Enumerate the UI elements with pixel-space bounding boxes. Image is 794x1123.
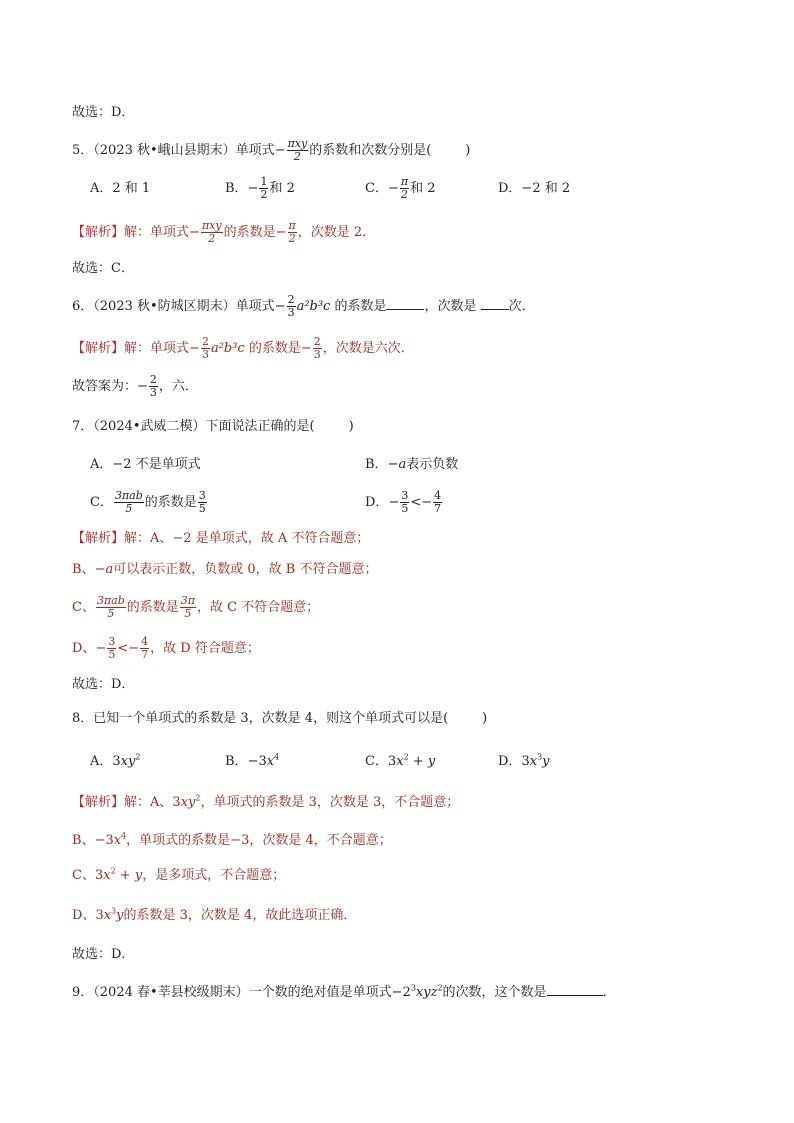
q5-stem-prefix: 5．（2023 秋•峨山县期末）单项式 <box>72 143 275 158</box>
q7-analysis-d-fraction-1 <box>107 636 116 661</box>
q6-stem-end: 次． <box>508 299 535 314</box>
q7-option-d: D．− $\frac{3}{5}$ <− $\frac{4}{7}$ <box>365 489 442 515</box>
q7-analysis-a <box>72 530 369 548</box>
q7-analysis-b-prefix: B、 <box>72 562 95 577</box>
q5-option-d: D．−2 和 2 <box>498 181 571 196</box>
q7-option-d-fraction-2 <box>433 490 442 515</box>
q7-option-b-text: 表示负数 <box>406 457 459 472</box>
q7-analysis-d-fraction-2 <box>140 636 149 661</box>
q6-analysis-text-1: 解：单项式 <box>124 341 190 356</box>
q6-stem-den: 3 <box>287 306 295 319</box>
q8-analysis-d-prefix: D、 <box>72 908 96 923</box>
q7-option-c-den-2: 5 <box>198 502 206 515</box>
q8-option-a: A．$3xy^2$ <box>90 752 141 769</box>
q5-option-c-suffix: 和 2 <box>410 181 436 196</box>
q6-answer-fraction <box>149 374 158 399</box>
q9-stem-end: ． <box>602 985 616 1000</box>
q5-stem-end: ) <box>465 143 471 158</box>
q8-stem-end: ) <box>482 711 488 726</box>
q5-analysis-text-1: 解：单项式 <box>124 225 190 240</box>
q8-analysis-c: C、$3x^2 + y$，是多项式，不合题意； <box>72 866 286 883</box>
q8-analysis-b-text: ，单项式的系数是−3，次数是 4，不合题意； <box>126 833 392 848</box>
question-9-stem: 9．（2024 春•莘县校级期末）一个数的绝对值是单项式$-2^3xyz^2$的次数，这个数是 ． <box>72 983 616 1000</box>
q8-analysis-c-prefix: C、 <box>72 868 95 883</box>
question-7-stem <box>72 418 354 436</box>
q7-analysis-d-prefix: D、 <box>72 641 96 656</box>
q6-answer: 故答案为：− $\frac{2}{3}$ ，六． <box>72 373 198 399</box>
q7-option-d-den-1: 5 <box>401 502 409 515</box>
q8-analysis-d: D、$3x^3y$的系数是 3，次数是 4，故此选项正确． <box>72 906 357 923</box>
q5-option-b-label: B． <box>225 181 248 196</box>
q5-option-b: B．− $\frac{1}{2}$ 和 2 <box>225 175 295 201</box>
q5-answer: 故选：C． <box>72 261 134 276</box>
q7-analysis-tag: 【解析】 <box>72 531 125 546</box>
q7-analysis-d-den-2: 7 <box>141 648 149 661</box>
q8-option-d: D．$3x^3y$ <box>498 752 550 769</box>
q8-analysis-tag: 【解析】 <box>72 795 125 810</box>
q7-analysis-c-prefix: C、 <box>72 600 95 615</box>
q7-analysis-d: D、− $\frac{3}{5}$ <− $\frac{4}{7}$ ，故 D 符合题意； <box>72 635 260 661</box>
q6-answer-den: 3 <box>149 386 157 399</box>
q5-option-a: A．2 和 1 <box>90 181 151 196</box>
q7-answer: 故选：D． <box>72 677 135 692</box>
q7-option-b: B．−a表示负数 <box>365 457 459 472</box>
q7-analysis-c-fraction-2 <box>180 595 196 620</box>
q6-stem-num: 2 <box>287 293 295 306</box>
q7-analysis-a-text: 解：A、−2 是单项式，故 A 不符合题意； <box>124 531 370 546</box>
q6-blank-1 <box>386 297 424 310</box>
q6-stem-fraction <box>287 294 296 319</box>
q7-option-d-fraction-1 <box>400 490 409 515</box>
q7-analysis-d-den-1: 5 <box>108 648 116 661</box>
q6-analysis: 【解析】解：单项式− $\frac{2}{3}$ a²b³c 的系数是− $\frac{2}{3}$ ，次数是六次． <box>72 335 414 361</box>
q7-option-d-num-2: 4 <box>434 489 442 502</box>
q8-option-b-label: B． <box>225 754 248 769</box>
q6-stem-prefix: 6．（2023 秋•防城区期末）单项式 <box>72 299 275 314</box>
q8-analysis-b-prefix: B、 <box>72 833 95 848</box>
answer-line: 故选：D． <box>72 105 135 120</box>
q5-option-c: C．− $\frac{\pi}{2}$ 和 2 <box>365 175 436 201</box>
q7-option-a: A．−2 不是单项式 <box>90 457 201 472</box>
question-8-stem <box>72 710 487 728</box>
q6-stem-expression: a²b³c <box>296 299 331 314</box>
q7-option-d-den-2: 7 <box>434 502 442 515</box>
q5-option-c-fraction <box>400 176 409 201</box>
q7-analysis-c <box>72 595 319 620</box>
question-6-stem: 6．（2023 秋•防城区期末）单项式− $\frac{2}{3}$ a²b³c 的系数是 ，次数是 次． <box>72 293 535 319</box>
q6-analysis-fraction-1 <box>201 336 210 361</box>
q7-option-c-mid: 的系数是 <box>144 495 197 510</box>
q7-option-b-label: B． <box>365 457 388 472</box>
q7-option-c-fraction-2 <box>198 490 207 515</box>
q6-blank-2 <box>481 297 509 310</box>
q7-analysis-b-text: 可以表示正数，负数或 0，故 B 不符合题意； <box>113 562 378 577</box>
question-5-stem: 5．（2023 秋•峨山县期末）单项式− $\frac{\text{πxy}}{2}$ 的系数和次数分别是( ) <box>72 137 471 163</box>
q6-analysis-text-3: ，次数是六次． <box>322 341 414 356</box>
q5-stem-fraction-num: πxy <box>287 137 308 150</box>
q7-stem-text: 7．（2024•武威二模）下面说法正确的是( <box>72 419 315 434</box>
q8-analysis-a: 【解析】解：A、$3xy^2$，单项式的系数是 3，次数是 3，不合题意； <box>72 793 460 810</box>
q7-option-d-label: D． <box>365 495 389 510</box>
q5-option-b-den: 2 <box>260 188 268 201</box>
q5-option-b-suffix: 和 2 <box>269 181 295 196</box>
q8-analysis-b: B、$-3x^4$，单项式的系数是−3，次数是 4，不合题意； <box>72 831 392 848</box>
q7-analysis-d-num-2: 4 <box>141 635 149 648</box>
q6-analysis-num-1: 2 <box>201 335 209 348</box>
q5-analysis-den-2: 2 <box>288 232 296 245</box>
q5-analysis-text-2: 的系数是 <box>223 225 276 240</box>
q6-analysis-den-1: 3 <box>201 348 209 361</box>
q7-analysis-c-num-1: 3πab <box>96 594 125 607</box>
q8-option-b: B．$-3x^4$ <box>225 752 280 769</box>
q6-analysis-expression: a²b³c <box>210 341 245 356</box>
q7-analysis-c-text: ，故 C 不符合题意； <box>197 600 320 615</box>
q6-analysis-fraction-2 <box>313 336 322 361</box>
q6-analysis-text-2: 的系数是 <box>244 341 301 356</box>
q8-analysis-c-text: ，是多项式，不合题意； <box>142 868 286 883</box>
q6-analysis-tag: 【解析】 <box>72 341 125 356</box>
q5-analysis-num-2: π <box>288 219 296 232</box>
q7-analysis-c-den-1: 5 <box>107 607 115 620</box>
q6-analysis-num-2: 2 <box>313 335 321 348</box>
q7-analysis-b: B、−a可以表示正数，负数或 0，故 B 不符合题意； <box>72 562 378 577</box>
q5-option-b-fraction <box>259 176 268 201</box>
q8-stem-text: 8．已知一个单项式的系数是 3，次数是 4，则这个单项式可以是( <box>72 711 449 726</box>
q6-stem-mid: ，次数是 <box>424 299 481 314</box>
q7-stem-end: ) <box>348 419 354 434</box>
q5-analysis-den-1: 2 <box>208 232 216 245</box>
q9-blank <box>547 983 603 996</box>
q5-option-c-den: 2 <box>400 188 408 201</box>
q6-analysis-den-2: 3 <box>313 348 321 361</box>
q8-option-a-label: A． <box>90 754 113 769</box>
q7-analysis-c-num-2: 3π <box>180 594 196 607</box>
q8-option-d-label: D． <box>498 754 522 769</box>
q7-option-c-label: C． <box>90 495 113 510</box>
q5-analysis: 【解析】解：单项式− $\frac{\text{πxy}}{2}$ 的系数是− $\frac{\pi}{2}$ ，次数是 2． <box>72 219 376 245</box>
q9-stem-prefix: 9．（2024 春•莘县校级期末）一个数的绝对值是单项式 <box>72 985 392 1000</box>
q8-option-c: C．$3x^2 + y$ <box>365 752 436 769</box>
q5-analysis-num-1: πxy <box>201 219 222 232</box>
q7-option-c-den-1: 5 <box>125 502 133 515</box>
q9-stem-suffix: 的次数，这个数是 <box>442 985 547 1000</box>
q5-analysis-fraction-1 <box>201 220 223 245</box>
q6-answer-num: 2 <box>149 373 157 386</box>
q7-analysis-c-fraction-1 <box>96 595 126 620</box>
q5-option-b-num: 1 <box>260 175 268 188</box>
q5-stem-suffix: 的系数和次数分别是( <box>309 143 432 158</box>
q7-analysis-d-text: ，故 D 符合题意； <box>150 641 260 656</box>
q5-analysis-tag: 【解析】 <box>72 225 125 240</box>
q5-stem-fraction-den: 2 <box>293 150 301 163</box>
q7-option-c-num-2: 3 <box>198 489 206 502</box>
q7-option-d-num-1: 3 <box>401 489 409 502</box>
q6-stem-suffix: 的系数是 <box>330 299 387 314</box>
q5-analysis-text-3: ，次数是 2． <box>297 225 376 240</box>
q7-option-c-num-1: 3πab <box>114 489 143 502</box>
q5-analysis-fraction-2 <box>288 220 297 245</box>
q7-analysis-c-den-2: 5 <box>184 607 192 620</box>
q8-analysis-d-text: 的系数是 3，次数是 4，故此选项正确． <box>123 908 357 923</box>
q8-analysis-a-prefix: 解：A、 <box>124 795 173 810</box>
q7-analysis-c-mid: 的系数是 <box>126 600 179 615</box>
q5-option-c-num: π <box>400 175 409 188</box>
q5-option-c-label: C． <box>365 181 388 196</box>
q8-analysis-a-text: ，单项式的系数是 3，次数是 3，不合题意； <box>200 795 460 810</box>
q7-option-c-fraction-1 <box>114 490 144 515</box>
q7-option-c <box>90 490 208 515</box>
q8-option-c-label: C． <box>365 754 388 769</box>
q6-answer-prefix: 故答案为： <box>72 379 138 394</box>
q8-answer: 故选：D． <box>72 947 135 962</box>
q7-analysis-d-num-1: 3 <box>108 635 116 648</box>
q5-stem-fraction <box>287 138 309 163</box>
q6-answer-suffix: ，六． <box>158 379 198 394</box>
